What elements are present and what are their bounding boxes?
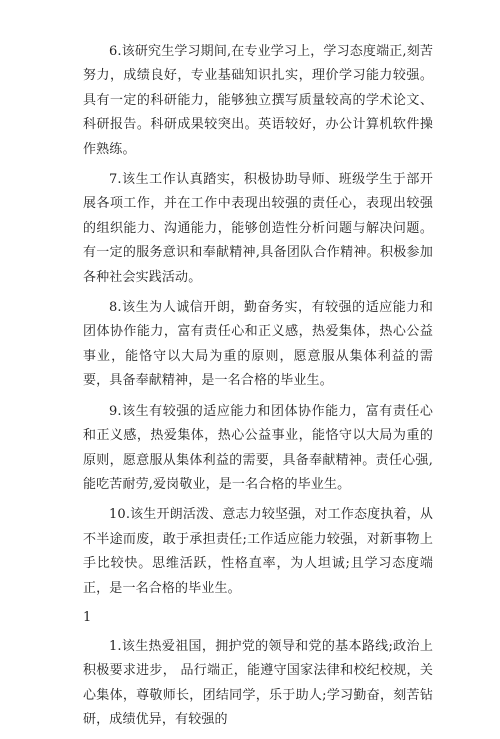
- paragraph-7: 7.该生工作认真踏实，积极协助导师、班级学生于部开展各项工作，并在工作中表现出较强的责任心，表现出较强的组织能力、沟通能力，能够创造性分析问题与解决问题。有一定的服务意识和奉献精神,具备团队合作精神。积极参加各种社会实践活动。: [83, 172, 433, 285]
- paragraph-8: 8.该生为人诚信开朗，勤奋务实，有较强的适应能力和团体协作能力，富有责任心和正义感，热爱集体，热心公益事业，能恪守以大局为重的原则，愿意服从集体利益的需要，具备奉献精神，是一名合格的毕业生。: [83, 300, 433, 389]
- document-page: [83, 40, 433, 739]
- paragraph-6: 6.该研究生学习期间,在专业学习上，学习态度端正,刻苦努力，成绩良好，专业基础知识扎实，理价学习能力较强。具有一定的科研能力，能够独立撰写质量较高的学术论文、科研报告。科研成果较突出。英语较好，办公计算机软件操作熟练。: [83, 44, 433, 157]
- paragraph-1: 1.该生热爱祖国，拥护党的领导和党的基本路线;政治上积极要求进步， 品行端正，能遵守国家法律和校纪校规，关心集体，尊敬师长，团结同学，乐于助人;学习勤奋，刻苦钻研，成绩优异，有较强的: [83, 638, 433, 728]
- paragraph-10: 10.该生开朗活泼、意志力较坚强，对工作态度执着，从不半途而废，敢于承担责任;工作适应能力较强，对新事物上手比较快。思维活跃，性格直率，为人坦诚;且学习态度端正，是一名合格的毕业生。: [83, 507, 433, 596]
- paragraph-9: 9.该生有较强的适应能力和团体协作能力，富有责任心和正义感，热爱集体，热心公益事业，能恪守以大局为重的原则，愿意服从集体利益的需要，具备奉献精神。责任心强,能吃苦耐劳,爱岗敬业，是一名合格的毕业生。: [83, 403, 433, 492]
- section-marker: 1: [83, 609, 92, 625]
